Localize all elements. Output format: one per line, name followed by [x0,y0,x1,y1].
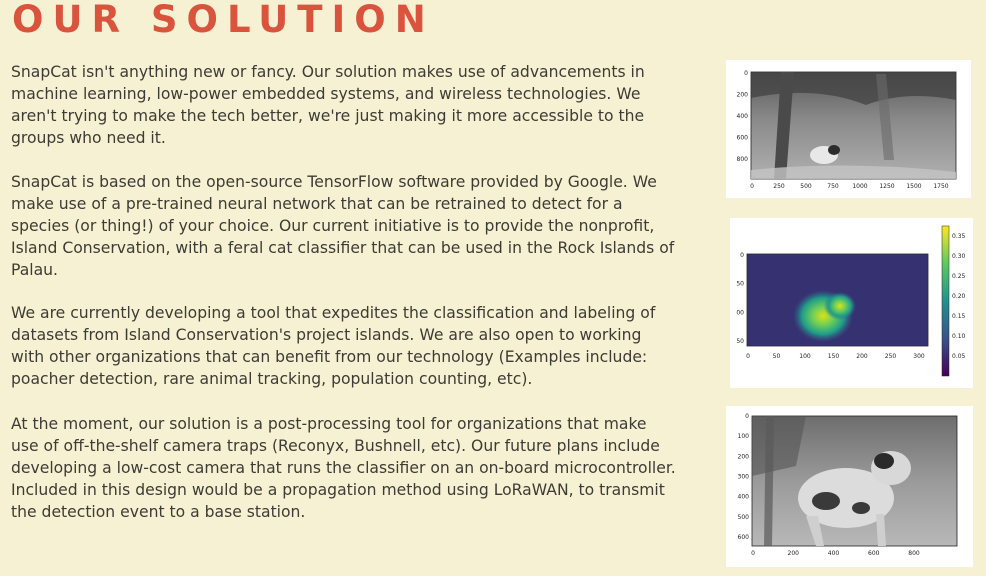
future-plans-paragraph: At the moment, our solution is a post-processing tool for organizations that make use of off-the-shelf camera traps (Reconyx, Bushnell, etc). Our future plans include developing a low-cost camera that runs the classifier on an on-board microcontroller. Included in this design would be a propagation method using LoRaWAN, to transmit the detection event to a base station. [11,415,676,521]
y-tick-label: 800 [736,156,748,163]
colorbar [942,226,949,376]
x-tick-label: 150 [827,353,840,360]
y-tick-label: 50 [736,338,744,345]
x-tick-label: 400 [827,550,840,557]
x-tick-label: 100 [799,353,811,360]
tool-paragraph: We are currently developing a tool that expedites the classification and labeling of datasets from Island Conservation's project islands. We are also open to working with other organizations that can benefit from our technology (Examples include: poacher detection, rare animal tracking, population counting, etc). [11,304,656,388]
x-tick-label: 0 [750,183,754,190]
y-tick-label: 50 [736,280,744,288]
colorbar-tick-label: 0.15 [952,313,966,320]
page-title: OUR SOLUTION [12,0,435,41]
x-tick-label: 200 [856,353,868,360]
y-tick-label: 600 [736,134,748,142]
x-tick-label: 0 [746,353,750,360]
x-tick-label: 500 [800,183,812,190]
x-tick-label: 250 [773,183,785,190]
cat-closeup-plot [726,406,973,567]
tensorflow-paragraph: SnapCat is based on the open-source TensorFlow software provided by Google. We make use of a pre-trained neural network that can be retrained to detect for a species (or thing!) of your choice. Our current initiative is to provide the nonprofit, Island Conservation, with a feral cat classifier that can be used in the Rock Islands of Palau. [11,173,675,279]
y-tick-label: 500 [737,513,749,521]
x-tick-label: 1000 [852,183,868,190]
x-tick-label: 750 [827,183,839,190]
x-tick-label: 0 [751,550,755,557]
y-tick-label: 0 [744,70,748,77]
y-tick-label: 00 [736,309,744,317]
y-tick-label: 400 [736,113,748,120]
cat-closeup-figure [726,406,973,567]
y-tick-label: 300 [737,473,749,481]
colorbar-tick-label: 0.35 [952,233,966,240]
y-tick-label: 0 [745,413,749,420]
x-tick-label: 200 [787,550,799,557]
y-tick-label: 400 [737,493,749,501]
colorbar-tick-label: 0.05 [952,353,966,360]
camera-trap-image-plot [726,60,971,198]
x-tick-label: 1250 [879,183,895,190]
colorbar-tick-label: 0.10 [952,333,966,340]
x-tick-label: 1500 [906,183,922,190]
y-tick-label: 200 [737,453,749,461]
y-tick-label: 600 [737,534,749,541]
x-tick-label: 800 [908,550,920,557]
x-tick-label: 300 [913,353,925,360]
colorbar-tick-label: 0.20 [952,293,966,300]
y-tick-label: 0 [740,252,744,259]
colorbar-tick-label: 0.30 [952,253,966,260]
y-tick-label: 200 [736,91,748,99]
camera-trap-image-figure [726,60,971,198]
x-tick-label: 600 [868,550,880,557]
intro-paragraph: SnapCat isn't anything new or fancy. Our solution makes use of advancements in machine learning, low-power embedded systems, and wireless technologies. We aren't trying to make the tech better, we're just making it more accessible to the groups who need it. [11,63,645,147]
x-tick-label: 250 [884,353,897,360]
x-tick-label: 50 [772,353,781,360]
x-tick-label: 1750 [933,183,949,190]
y-tick-label: 100 [737,433,749,441]
colorbar-tick-label: 0.25 [952,273,966,280]
heatmap-plot [730,218,973,388]
heatmap-figure [730,218,973,388]
